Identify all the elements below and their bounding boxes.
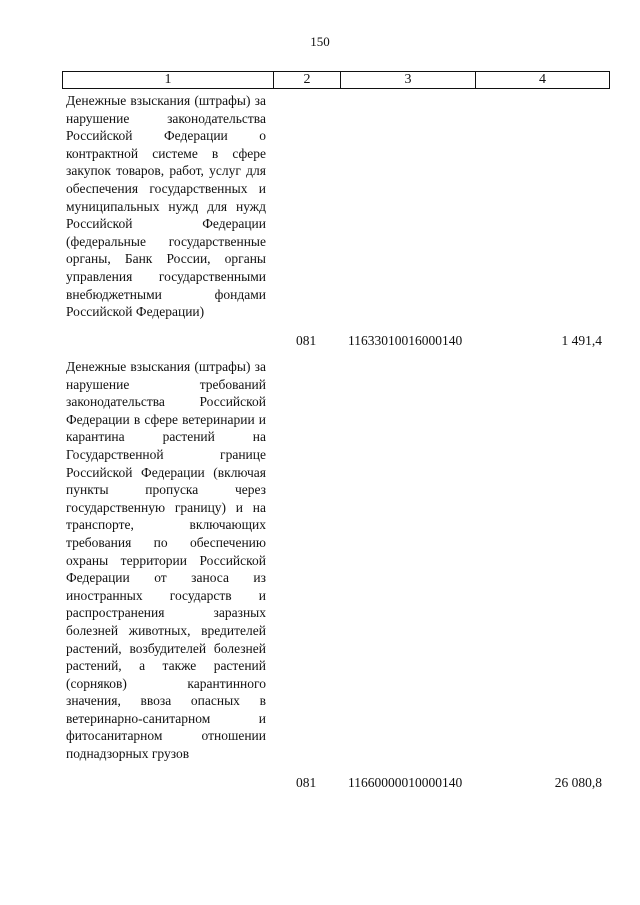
header-col-2: 2 — [274, 72, 341, 88]
row-2-code: 081 — [296, 775, 317, 790]
page-number: 150 — [310, 34, 330, 49]
row-1-description: Денежные взыскания (штрафы) за нарушение законодательства Российской Федерации о контрактной системе в сфере закупок товаров, работ, услуг для обеспечения государственных и муниципальных нужд для нужд Российской Федерации (федеральные государственные органы, Банк России, органы управления государственными внебюджетными фондами Российской Федерации) — [66, 93, 266, 320]
table-header — [62, 71, 610, 89]
row-1-amount: 1 491,4 — [561, 333, 602, 348]
row-1-kbk: 11633010016000140 — [348, 333, 463, 348]
row-2-description: Денежные взыскания (штрафы) за нарушение требований законодательства Российской Федерации в сфере ветеринарии и карантина растений на Государственной границе Российской Федерации (включая пункты пропуска через государственную границу) и на транспорте, включающих требования по обеспечению охраны территории Российской Федерации от заноса из иностранных государств и распространения заразных болезней животных, вредителей растений, возбудителей болезней растений, а также растений (сорняков) карантинного значения, ввоза опасных в ветеринарно-санитарном и фитосанитарном отношении поднадзорных грузов — [66, 359, 266, 762]
header-col-3: 3 — [341, 72, 476, 88]
row-2-kbk: 11660000010000140 — [348, 775, 463, 790]
row-1-code: 081 — [296, 333, 317, 348]
row-2-amount: 26 080,8 — [554, 775, 602, 790]
header-col-1: 1 — [63, 72, 274, 88]
header-col-4: 4 — [539, 72, 546, 87]
